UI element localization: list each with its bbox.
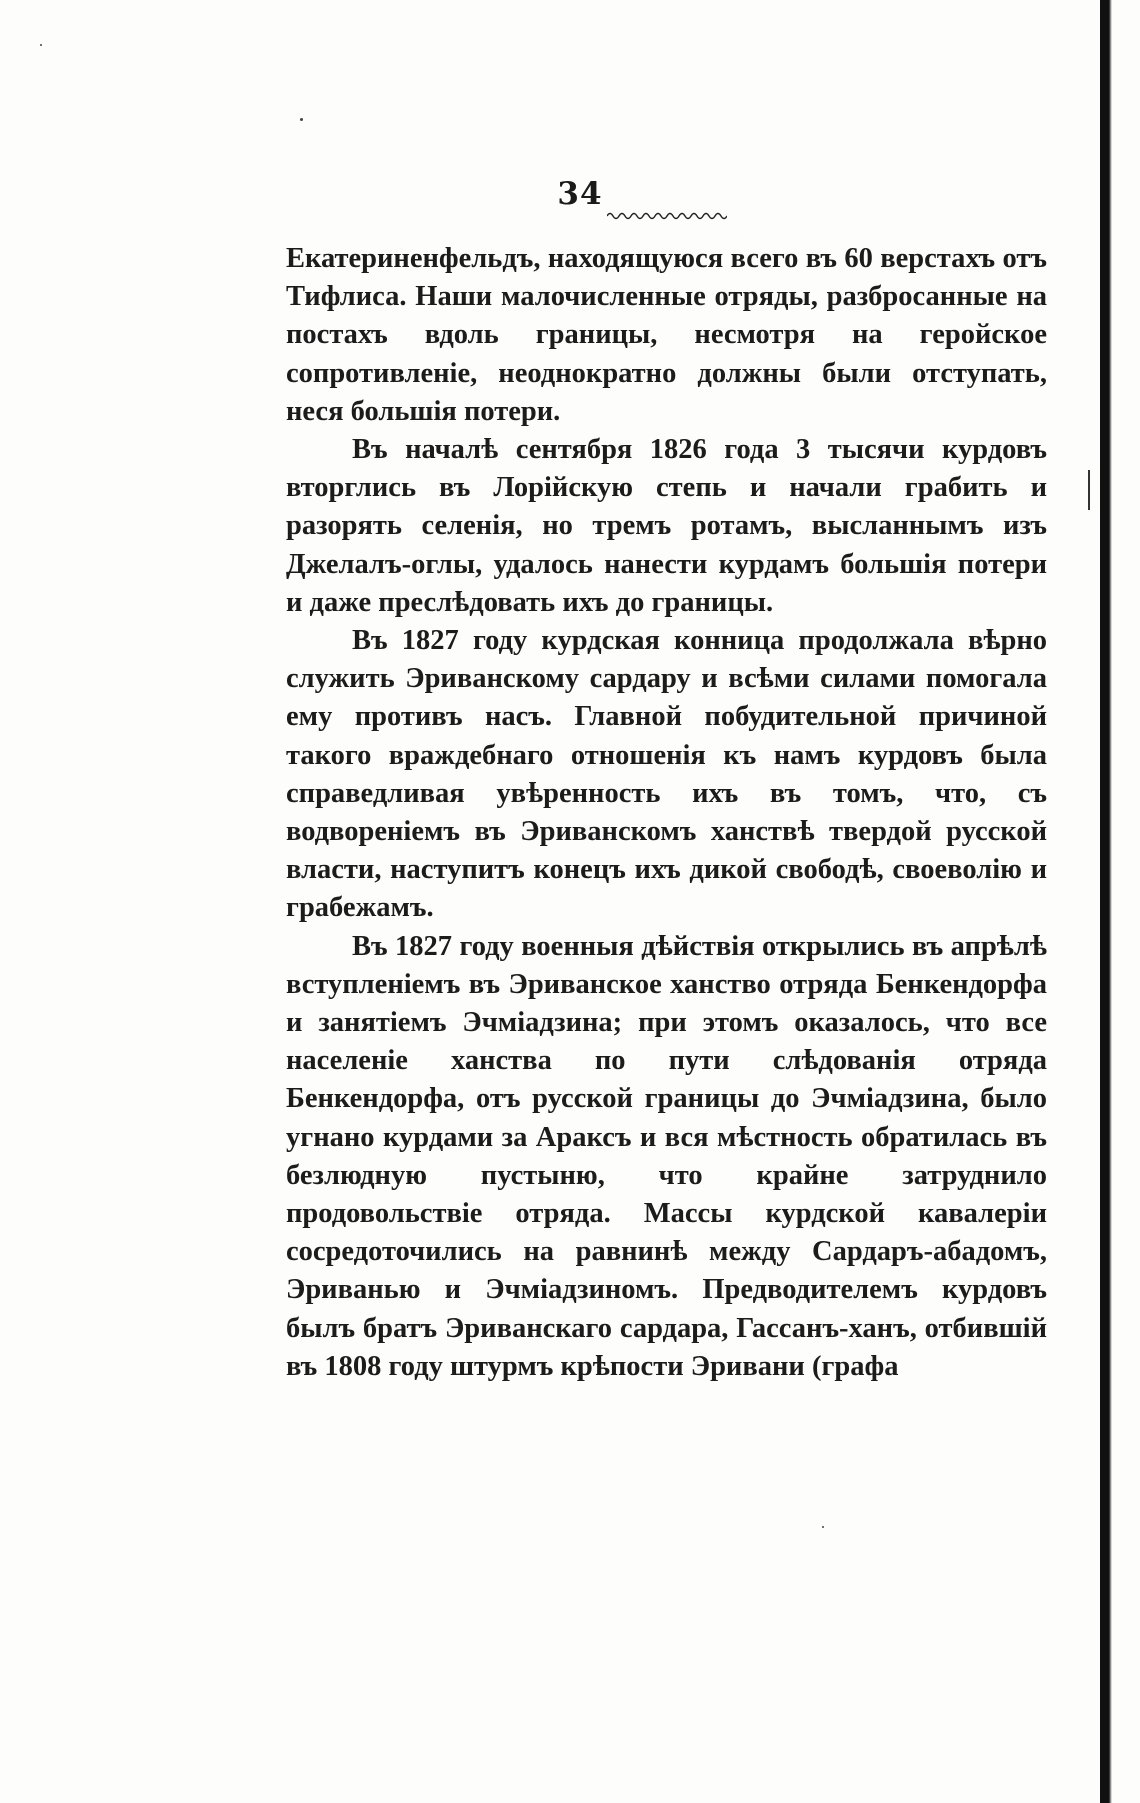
paragraph: Въ 1827 году военныя дѣйствія открылись въ апрѣлѣ вступленіемъ въ Эриванское ханство отряда Бенкендорфа и занятіемъ Эчміадзина; при этомъ оказалось, что все населеніе ханства по пути слѣдованія отряда Бенкендорфа, отъ русской границы до Эчміадзина, было угнано курдами за Араксъ и вся мѣстность обратилась въ безлюдную пустыню, что крайне затруднило продовольствіе отряда. Массы курдской кавалеріи сосредоточились на равнинѣ между Сардаръ-абадомъ, Эриванью и Эчміадзиномъ. Предводителемъ курдовъ былъ братъ Эриванскаго сардара, Гассанъ-ханъ, отбившій въ 1808 году штурмъ крѣпости Эривани (графа bbox=[286, 930, 1047, 1382]
binding-edge-mark bbox=[1088, 470, 1090, 510]
paragraph: Въ 1827 году курдская конница продолжала вѣрно служить Эриванскому сардару и всѣми силами помогала ему противъ насъ. Главной побудительной причиной такого враждебнаго отношенія къ намъ курдовъ была справедливая увѣренность ихъ въ томъ, что, съ водвореніемъ въ Эриванскомъ ханствѣ твердой русской власти, наступитъ конецъ ихъ дикой свободѣ, своеволію и грабежамъ. bbox=[286, 625, 1047, 924]
page-number: 34 bbox=[557, 176, 603, 212]
paragraph: Въ началѣ сентября 1826 года 3 тысячи курдовъ вторглись въ Лорійскую степь и начали грабить и разорять селенія, но тремъ ротамъ, высланнымъ изъ Джелалъ-оглы, удалось нанести курдамъ большія потери и даже преслѣдовать ихъ до границы. bbox=[286, 434, 1047, 618]
binding-edge-shadow bbox=[1100, 0, 1112, 1803]
scan-speck bbox=[300, 118, 303, 121]
scan-speck bbox=[40, 44, 42, 46]
wavy-rule-ornament bbox=[607, 210, 727, 222]
body-text bbox=[286, 240, 1047, 1386]
scan-speck bbox=[822, 1526, 824, 1528]
paragraph: Екатериненфельдъ, находящуюся всего въ 60 верстахъ отъ Тифлиса. Наши малочисленные отряды, разбросанные на постахъ вдоль границы, несмотря на геройское сопротивленіе, неоднократно должны были отступать, неся большія потери. bbox=[286, 243, 1047, 427]
